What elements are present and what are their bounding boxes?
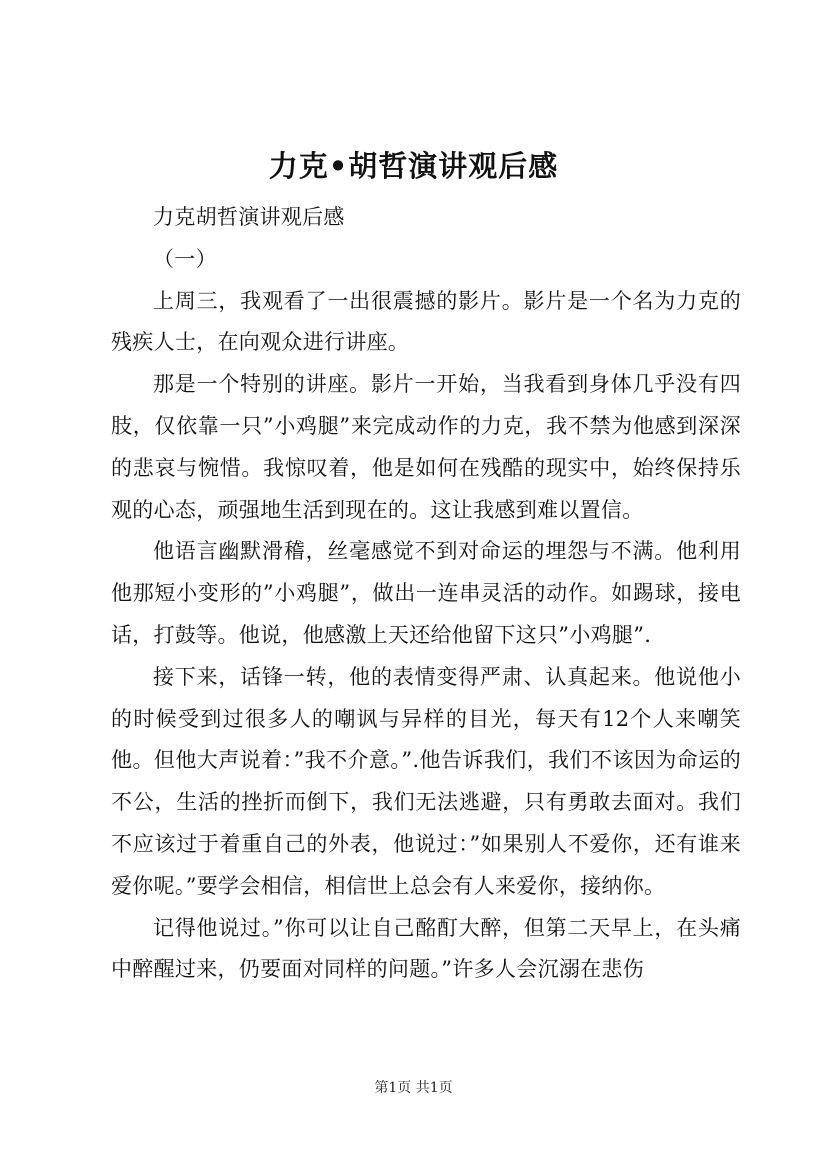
page-footer: 第1页 共1页 — [374, 1080, 453, 1096]
body-paragraph: 那是一个特别的讲座。影片一开始，当我看到身体几乎没有四肢，仅依靠一只”小鸡腿”来完成动作的力克，我不禁为他感到深深的悲哀与惋惜。我惊叹着，他是如何在残酷的现实中，始终保持乐观的心态，顽强地生活到现在的。这让我感到难以置信。 — [111, 372, 741, 522]
body-paragraph: 上周三，我观看了一出很震撼的影片。影片是一个名为力克的残疾人士，在向观众进行讲座。 — [111, 288, 741, 355]
body-paragraph: 记得他说过。”你可以让自己酩酊大醉，但第二天早上，在头痛中醉醒过来，仍要面对同样的问题。”许多人会沉溺在悲伤 — [111, 915, 741, 982]
subtitle-paragraph: 力克胡哲演讲观后感 — [153, 205, 345, 229]
body-paragraph: 他语言幽默滑稽，丝毫感觉不到对命运的埋怨与不满。他利用他那短小变形的”小鸡腿”，做出一连串灵活的动作。如踢球，接电话，打鼓等。他说，他感激上天还给他留下这只”小鸡腿”. — [111, 539, 741, 647]
document-body — [111, 197, 741, 991]
body-paragraph: 接下来，话锋一转，他的表情变得严肃、认真起来。他说他小的时候受到过很多人的嘲讽与异样的目光，每天有12个人来嘲笑他。但他大声说着：”我不介意。”.他告诉我们，我们不该因为命运的不公，生活的挫折而倒下，我们无法逃避，只有勇敢去面对。我们不应该过于着重自己的外表，他说过：”如果别人不爱你，还有谁来爱你呢。”要学会相信，相信世上总会有人来爱你，接纳你。 — [111, 664, 741, 898]
section-number: （一） — [153, 246, 217, 271]
document-title: 力克•胡哲演讲观后感 — [268, 149, 559, 183]
